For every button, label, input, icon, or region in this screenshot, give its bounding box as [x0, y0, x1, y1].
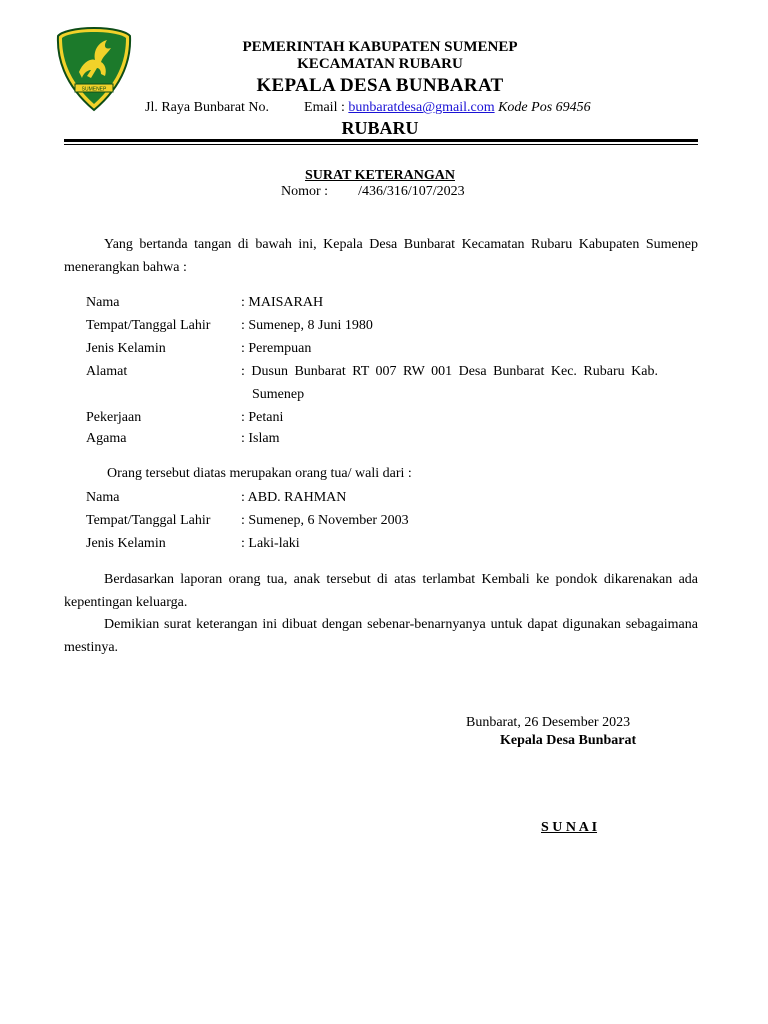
header-divider-thick: [64, 139, 698, 142]
field-label: Nama: [86, 490, 120, 505]
email-label: Email :: [304, 100, 345, 115]
field-label: Tempat/Tanggal Lahir: [86, 318, 211, 333]
field-value: : Dusun Bunbarat RT 007 RW 001 Desa Bunbarat Kec. Rubaru Kab.: [241, 364, 658, 379]
field-value: : Laki-laki: [241, 536, 300, 551]
header-line-4: RUBARU: [341, 118, 419, 138]
field-label: Pekerjaan: [86, 410, 142, 425]
header-line-2: KECAMATAN RUBARU: [297, 56, 463, 72]
field-label: Jenis Kelamin: [86, 341, 166, 356]
field-value: : Petani: [241, 410, 284, 425]
field-label: Tempat/Tanggal Lahir: [86, 513, 211, 528]
number-value: /436/316/107/2023: [358, 184, 465, 199]
body-paragraph-2: Demikian surat keterangan ini dibuat dengan sebenar-benarnyanya untuk dapat digunakan sebagaimana mestinya.: [64, 617, 698, 655]
logo-banner-text: SUMENEP: [81, 86, 107, 93]
intro-paragraph: Yang bertanda tangan di bawah ini, Kepala Desa Bunbarat Kecamatan Rubaru Kabupaten Sumenep menerangkan bahwa :: [64, 237, 698, 275]
village-logo: [55, 26, 133, 112]
field-value: : MAISARAH: [241, 295, 324, 310]
header-line-3: KEPALA DESA BUNBARAT: [256, 75, 504, 96]
header-line-1: PEMERINTAH KABUPATEN SUMENEP: [242, 39, 518, 55]
number-label: Nomor :: [281, 184, 329, 199]
body-paragraph-1: Berdasarkan laporan orang tua, anak tersebut di atas terlambat Kembali ke pondok dikarenakan ada kepentingan keluarga.: [64, 572, 698, 610]
letter-title: SURAT KETERANGAN: [304, 168, 455, 183]
field-label: Agama: [86, 431, 127, 446]
relation-text: Orang tersebut diatas merupakan orang tua/ wali dari :: [107, 466, 412, 481]
field-value: : Perempuan: [241, 341, 312, 356]
address-street: Jl. Raya Bunbarat No.: [145, 100, 270, 115]
signature-place-date: Bunbarat, 26 Desember 2023: [466, 715, 631, 730]
signature-name: S U N A I: [541, 820, 598, 835]
postal-code: Kode Pos 69456: [498, 100, 591, 115]
field-value-continued: Sumenep: [252, 387, 305, 402]
field-label: Jenis Kelamin: [86, 536, 166, 551]
signature-position: Kepala Desa Bunbarat: [500, 733, 637, 748]
field-value: : Sumenep, 6 November 2003: [241, 513, 409, 528]
field-label: Alamat: [86, 364, 128, 379]
letter-number: [281, 184, 465, 200]
field-value: : ABD. RAHMAN: [241, 490, 347, 505]
field-label: Nama: [86, 295, 120, 310]
header-address: [145, 100, 591, 116]
field-value: : Islam: [241, 431, 280, 446]
email-link[interactable]: bunbaratdesa@gmail.com: [348, 100, 495, 115]
header-divider-thin: [64, 144, 698, 145]
field-value: : Sumenep, 8 Juni 1980: [241, 318, 373, 333]
